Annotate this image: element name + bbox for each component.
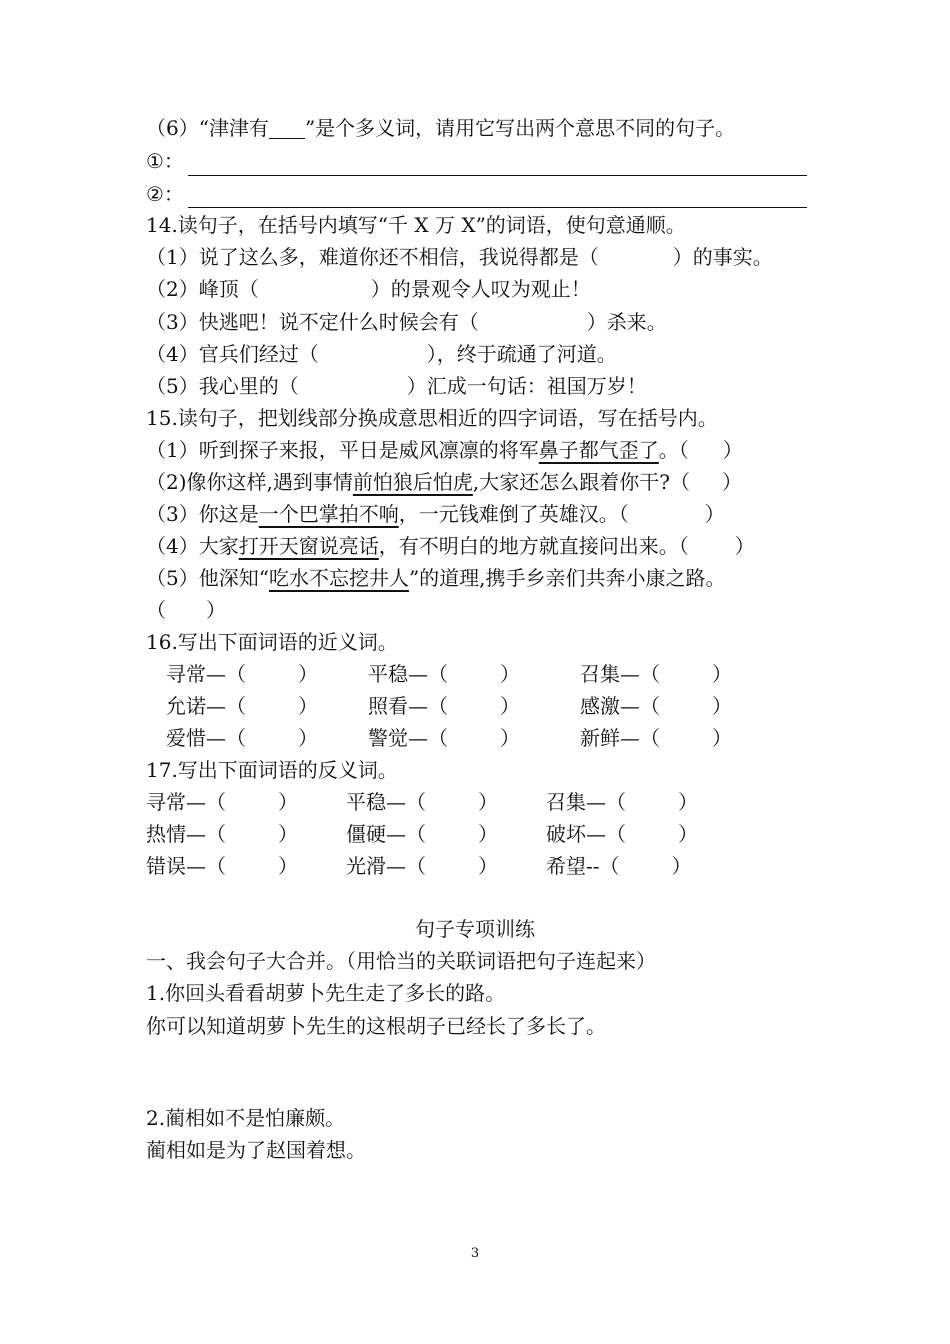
q14-item-2: （2）峰顶（ ）的景观令人叹为观止！ xyxy=(146,277,591,301)
sentence-2b: 蔺相如是为了赵国着想。 xyxy=(146,1138,366,1162)
q15-item-5: （5）他深知“吃水不忘挖井人”的道理,携手乡亲们共奔小康之路。 xyxy=(146,566,726,590)
q16-cell: 寻常—（ ） xyxy=(166,662,318,686)
q15-title: 15.读句子，把划线部分换成意思相近的四字词语，写在括号内。 xyxy=(146,406,718,430)
q15-item-1: （1）听到探子来报，平日是威风凛凛的将军鼻子都气歪了。（ ） xyxy=(146,438,743,462)
q16-cell: 感激—（ ） xyxy=(580,694,732,718)
sentence-2a: 2.蔺相如不是怕廉颇。 xyxy=(146,1106,346,1130)
q14-item-4: （4）官兵们经过（ ），终于疏通了河道。 xyxy=(146,342,617,366)
q6-answer-1-line[interactable] xyxy=(188,175,807,176)
sentence-1b: 你可以知道胡萝卜先生的这根胡子已经长了多长了。 xyxy=(146,1014,606,1038)
q17-cell: 希望--（ ） xyxy=(546,854,692,878)
q6-answer-1-label: ①： xyxy=(146,149,184,173)
q16-cell: 警觉—（ ） xyxy=(368,726,520,750)
q14-title: 14.读句子，在括号内填写“千 X 万 X”的词语，使句意通顺。 xyxy=(146,213,686,237)
q17-cell: 光滑—（ ） xyxy=(346,854,498,878)
page-number: 3 xyxy=(470,1246,480,1261)
q16-title: 16.写出下面词语的近义词。 xyxy=(146,630,398,654)
section-title: 句子专项训练 xyxy=(415,917,535,941)
q14-item-3: （3）快逃吧！说不定什么时候会有（ ）杀来。 xyxy=(146,310,667,334)
q17-cell: 破坏—（ ） xyxy=(546,822,698,846)
q6-answer-2-line[interactable] xyxy=(188,207,807,208)
q17-cell: 错误—（ ） xyxy=(146,854,298,878)
q16-cell: 允诺—（ ） xyxy=(166,694,318,718)
q17-cell: 平稳—（ ） xyxy=(346,790,498,814)
q15-item-2: （2)像你这样,遇到事情前怕狼后怕虎,大家还怎么跟着你干?（ ） xyxy=(146,470,742,494)
q15-item-4: （4）大家打开天窗说亮话，有不明白的地方就直接问出来。（ ） xyxy=(146,534,755,558)
q14-item-1: （1）说了这么多，难道你还不相信，我说得都是（ ）的事实。 xyxy=(146,245,773,269)
sentence-1a: 1.你回头看看胡萝卜先生走了多长的路。 xyxy=(146,981,506,1005)
q16-cell: 平稳—（ ） xyxy=(368,662,520,686)
q6-blank[interactable] xyxy=(269,118,305,139)
q17-cell: 召集—（ ） xyxy=(546,790,698,814)
section-heading: 一、我会句子大合并。（用恰当的关联词语把句子连起来） xyxy=(146,949,656,973)
q17-cell: 僵硬—（ ） xyxy=(346,822,498,846)
q14-item-5: （5）我心里的（ ）汇成一句话：祖国万岁！ xyxy=(146,374,647,398)
q16-cell: 新鲜—（ ） xyxy=(580,726,732,750)
q6-prompt: （6）“津津有 ”是个多义词，请用它写出两个意思不同的句子。 xyxy=(146,116,736,140)
q17-title: 17.写出下面词语的反义词。 xyxy=(146,758,398,782)
q16-cell: 召集—（ ） xyxy=(580,662,732,686)
q15-item-3: （3）你这是一个巴掌拍不响，一元钱难倒了英雄汉。（ ） xyxy=(146,502,725,526)
q17-cell: 寻常—（ ） xyxy=(146,790,298,814)
q17-cell: 热情—（ ） xyxy=(146,822,298,846)
q15-item-5-answer: （ ） xyxy=(146,598,226,622)
q16-cell: 爱惜—（ ） xyxy=(166,726,318,750)
q16-cell: 照看—（ ） xyxy=(368,694,520,718)
q6-answer-2-label: ②： xyxy=(146,182,184,206)
